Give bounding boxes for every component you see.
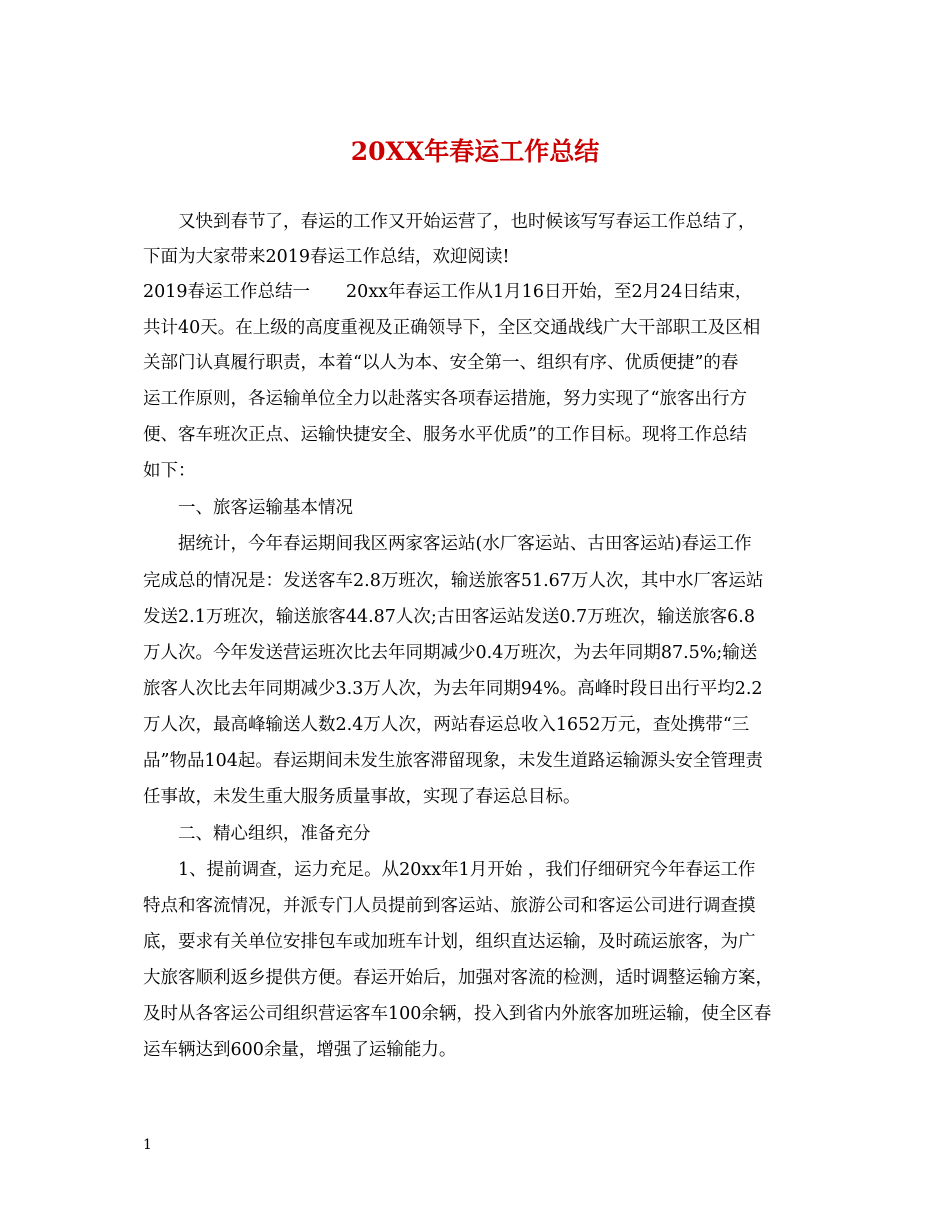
section-one-line: 完成总的情况是：发送客车2.8万班次，输送旅客51.67万人次，其中水厂客运站 bbox=[143, 571, 764, 591]
document-title: 20XX年春运工作总结 bbox=[350, 137, 600, 166]
summary-one-line-1 bbox=[143, 280, 823, 304]
section-one-line: 发送2.1万班次，输送旅客44.87人次;古田客运站发送0.7万班次，输送旅客6.8 bbox=[143, 607, 755, 627]
section-two-line: 底，要求有关单位安排包车或加班车计划，组织直达运输，及时疏运旅客，为广 bbox=[143, 932, 756, 952]
intro-line-1: 又快到春节了，春运的工作又开始运营了，也时候该写写春运工作总结了， bbox=[178, 212, 756, 232]
section-one-line: 万人次，最高峰输送人数2.4万人次，两站春运总收入1652万元，查处携带“三 bbox=[143, 715, 750, 735]
section-one-heading: 一、旅客运输基本情况 bbox=[178, 498, 353, 518]
section-two-line: 特点和客流情况，并派专门人员提前到客运站、旅游公司和客运公司进行调查摸 bbox=[143, 896, 756, 916]
section-two-heading: 二、精心组织，准备充分 bbox=[178, 824, 371, 844]
section-one-line: 旅客人次比去年同期减少3.3万人次，为去年同期94%。高峰时段日出行平均2.2 bbox=[143, 679, 763, 699]
summary-one-line-4: 运工作原则，各运输单位全力以赴落实各项春运措施，努力实现了“旅客出行方 bbox=[143, 389, 747, 409]
page-number: 1 bbox=[143, 1137, 152, 1153]
section-two-line: 及时从各客运公司组织营运客车100余辆，投入到省内外旅客加班运输，使全区春 bbox=[143, 1004, 772, 1024]
summary-one-heading: 2019春运工作总结一 bbox=[143, 282, 311, 302]
section-two-line: 大旅客顺利返乡提供方便。春运开始后，加强对客流的检测，适时调整运输方案， bbox=[143, 968, 773, 988]
intro-line-2: 下面为大家带来2019春运工作总结，欢迎阅读! bbox=[143, 247, 510, 267]
summary-one-line-1-text: 20xx年春运工作从1月16日开始，至2月24日结束， bbox=[346, 282, 753, 302]
section-two-line: 运车辆达到600余量，增强了运输能力。 bbox=[143, 1040, 457, 1060]
section-one-line: 据统计，今年春运期间我区两家客运站(水厂客运站、古田客运站)春运工作 bbox=[178, 534, 752, 554]
section-one-line: 万人次。今年发送营运班次比去年同期减少0.4万班次，为去年同期87.5%;输送 bbox=[143, 643, 758, 663]
summary-one-line-6: 如下： bbox=[143, 461, 196, 481]
summary-one-line-2: 共计40天。在上级的高度重视及正确领导下，全区交通战线广大干部职工及区相 bbox=[143, 318, 761, 338]
section-one-line: 任事故，未发生重大服务质量事故，实现了春运总目标。 bbox=[143, 787, 581, 807]
section-two-line: 1、提前调查，运力充足。从20xx年1月开始 ，我们仔细研究今年春运工作 bbox=[178, 860, 756, 880]
section-one-line: 品”物品104起。春运期间未发生旅客滞留现象，未发生道路运输源头安全管理责 bbox=[143, 751, 763, 771]
summary-one-line-5: 便、客车班次正点、运输快捷安全、服务水平优质”的工作目标。现将工作总结 bbox=[143, 425, 747, 445]
summary-one-line-3: 关部门认真履行职责，本着“以人为本、安全第一、组织有序、优质便捷”的春 bbox=[143, 353, 739, 373]
